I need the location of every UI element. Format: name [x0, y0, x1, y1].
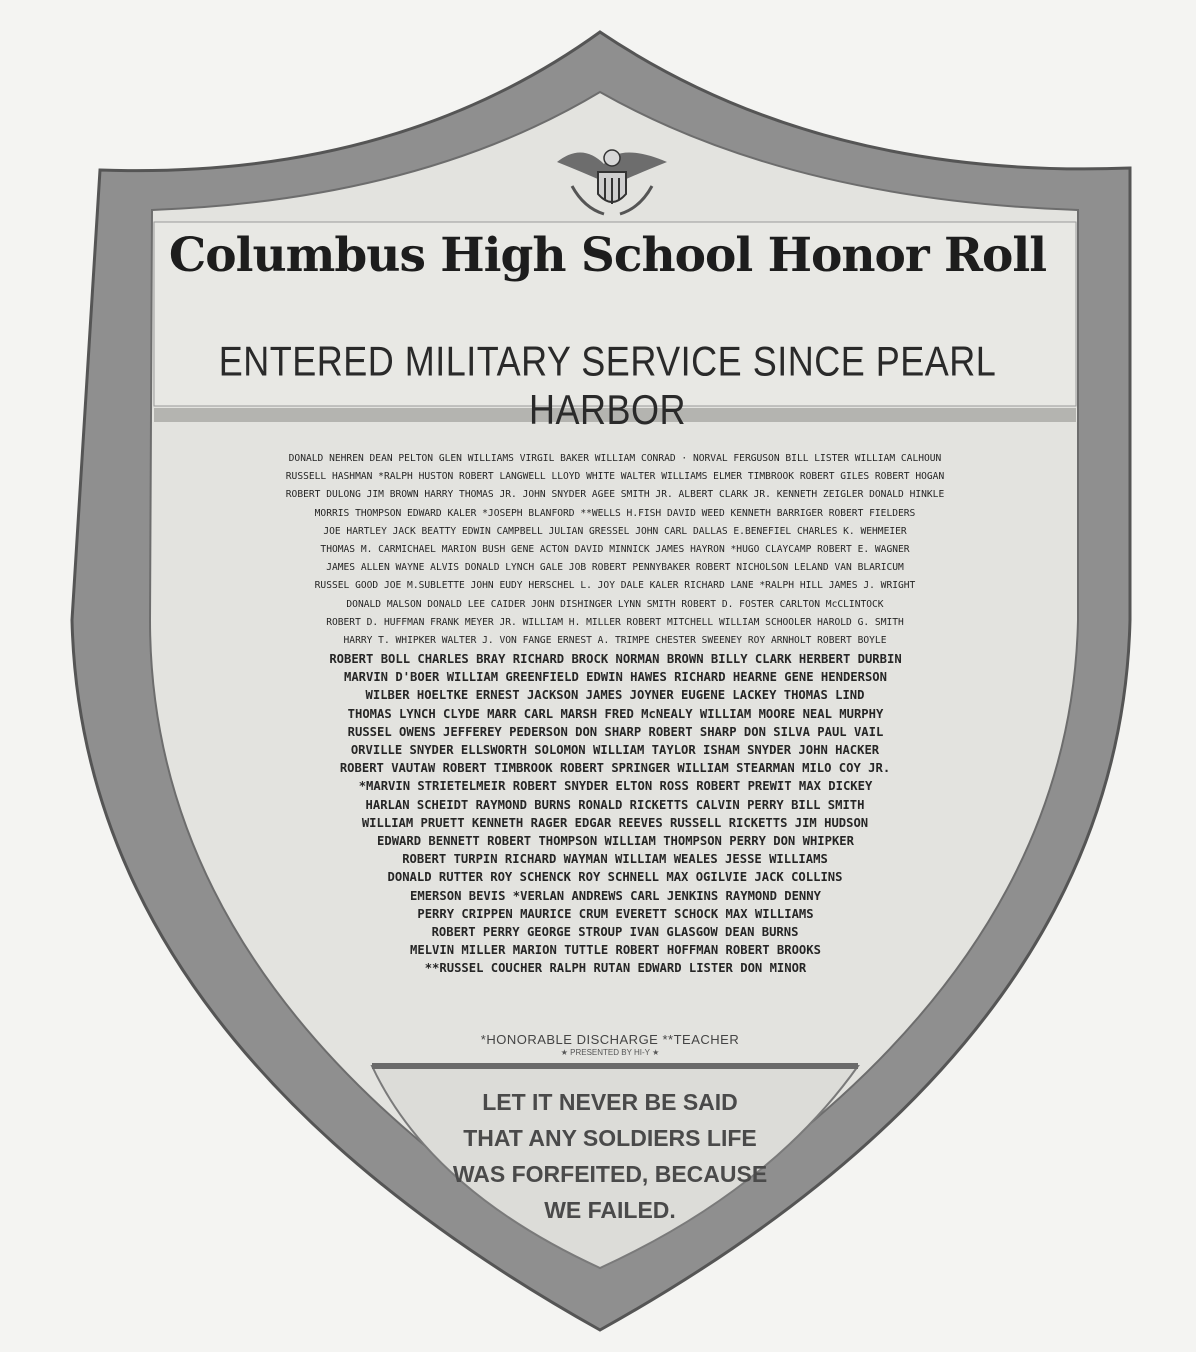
- name-line: WILBER HOELTKE ERNEST JACKSON JAMES JOYNER EUGENE LACKEY THOMAS LIND: [365, 688, 865, 703]
- name-line: ROBERT DULONG JIM BROWN HARRY THOMAS JR. JOHN SNYDER AGEE SMITH JR. ALBERT CLARK JR. KENNETH ZEIGLER DONALD HINKLE: [285, 489, 945, 501]
- plaque-subtitle: ENTERED MILITARY SERVICE SINCE PEARL HARBOR: [218, 337, 997, 434]
- name-line: DONALD NEHREN DEAN PELTON GLEN WILLIAMS VIRGIL BAKER WILLIAM CONRAD · NORVAL FERGUSON BILL LISTER WILLIAM CALHOUN: [288, 453, 942, 464]
- name-line: ROBERT D. HUFFMAN FRANK MEYER JR. WILLIAM H. MILLER ROBERT MITCHELL WILLIAM SCHOOLER HAROLD G. SMITH: [326, 616, 904, 628]
- name-line: ROBERT PERRY GEORGE STROUP IVAN GLASGOW DEAN BURNS: [431, 924, 799, 939]
- motto-line: LET IT NEVER BE SAID: [482, 1089, 738, 1115]
- name-line: ROBERT TURPIN RICHARD WAYMAN WILLIAM WEALES JESSE WILLIAMS: [402, 852, 828, 867]
- motto-line: WAS FORFEITED, BECAUSE: [452, 1161, 768, 1187]
- footnote-legend: *HONORABLE DISCHARGE **TEACHER: [480, 1032, 740, 1047]
- name-line: WILLIAM PRUETT KENNETH RAGER EDGAR REEVES RUSSELL RICKETTS JIM HUDSON: [361, 815, 869, 830]
- name-line: RUSSEL GOOD JOE M.SUBLETTE JOHN EUDY HERSCHEL L. JOY DALE KALER RICHARD LANE *RALPH HILL JAMES J. WRIGHT: [314, 580, 916, 592]
- presented-by: ★ PRESENTED BY HI-Y ★: [560, 1048, 660, 1057]
- name-line: MARVIN D'BOER WILLIAM GREENFIELD EDWIN HAWES RICHARD HEARNE GENE HENDERSON: [344, 670, 887, 685]
- name-line: EMERSON BEVIS *VERLAN ANDREWS CARL JENKINS RAYMOND DENNY: [410, 888, 821, 903]
- motto-line: WE FAILED.: [544, 1197, 676, 1223]
- name-line: THOMAS LYNCH CLYDE MARR CARL MARSH FRED McNEALY WILLIAM MOORE NEAL MURPHY: [347, 706, 884, 721]
- name-line: HARLAN SCHEIDT RAYMOND BURNS RONALD RICKETTS CALVIN PERRY BILL SMITH: [365, 797, 865, 812]
- name-line: ROBERT BOLL CHARLES BRAY RICHARD BROCK NORMAN BROWN BILLY CLARK HERBERT DURBIN: [329, 652, 902, 667]
- name-line: EDWARD BENNETT ROBERT THOMPSON WILLIAM THOMPSON PERRY DON WHIPKER: [377, 833, 854, 848]
- honor-roll-names: [180, 450, 1050, 977]
- name-line: RUSSEL OWENS JEFFEREY PEDERSON DON SHARP ROBERT SHARP DON SILVA PAUL VAIL: [347, 724, 884, 739]
- name-line: *MARVIN STRIETELMEIR ROBERT SNYDER ELTON ROSS ROBERT PREWIT MAX DICKEY: [358, 779, 873, 794]
- name-line: RUSSELL HASHMAN *RALPH HUSTON ROBERT LANGWELL LLOYD WHITE WALTER WILLIAMS ELMER TIMBROOK ROBERT GILES ROBERT HOGAN: [285, 471, 945, 483]
- motto: [400, 1084, 820, 1228]
- name-line: THOMAS M. CARMICHAEL MARION BUSH GENE ACTON DAVID MINNICK JAMES HAYRON *HUGO CLAYCAMP ROBERT E. WAGNER: [320, 543, 910, 555]
- name-line: MELVIN MILLER MARION TUTTLE ROBERT HOFFMAN ROBERT BROOKS: [410, 943, 821, 958]
- name-line: MORRIS THOMPSON EDWARD KALER *JOSEPH BLANFORD **WELLS H.FISH DAVID WEED KENNETH BARRIGER ROBERT FIELDERS: [314, 507, 916, 519]
- name-line: DONALD RUTTER ROY SCHENCK ROY SCHNELL MAX OGILVIE JACK COLLINS: [387, 870, 843, 885]
- name-line: ORVILLE SNYDER ELLSWORTH SOLOMON WILLIAM TAYLOR ISHAM SNYDER JOHN HACKER: [350, 743, 880, 757]
- motto-line: THAT ANY SOLDIERS LIFE: [463, 1125, 757, 1151]
- name-line: JOE HARTLEY JACK BEATTY EDWIN CAMPBELL JULIAN GRESSEL JOHN CARL DALLAS E.BENEFIEL CHARLES K. WEHMEIER: [323, 525, 907, 537]
- name-line: JAMES ALLEN WAYNE ALVIS DONALD LYNCH GALE JOB ROBERT PENNYBAKER ROBERT NICHOLSON LELAND VAN BLARICUM: [326, 562, 904, 574]
- name-line: ROBERT VAUTAW ROBERT TIMBROOK ROBERT SPRINGER WILLIAM STEARMAN MILO COY JR.: [339, 761, 891, 776]
- name-line: **RUSSEL COUCHER RALPH RUTAN EDWARD LISTER DON MINOR: [424, 961, 807, 976]
- name-line: DONALD MALSON DONALD LEE CAIDER JOHN DISHINGER LYNN SMITH ROBERT D. FOSTER CARLTON McCLINTOCK: [346, 598, 884, 610]
- name-line: PERRY CRIPPEN MAURICE CRUM EVERETT SCHOCK MAX WILLIAMS: [417, 906, 814, 921]
- name-line: HARRY T. WHIPKER WALTER J. VON FANGE ERNEST A. TRIMPE CHESTER SWEENEY ROY ARNHOLT ROBERT BOYLE: [343, 634, 887, 646]
- plaque-title: Columbus High School Honor Roll: [168, 228, 1047, 283]
